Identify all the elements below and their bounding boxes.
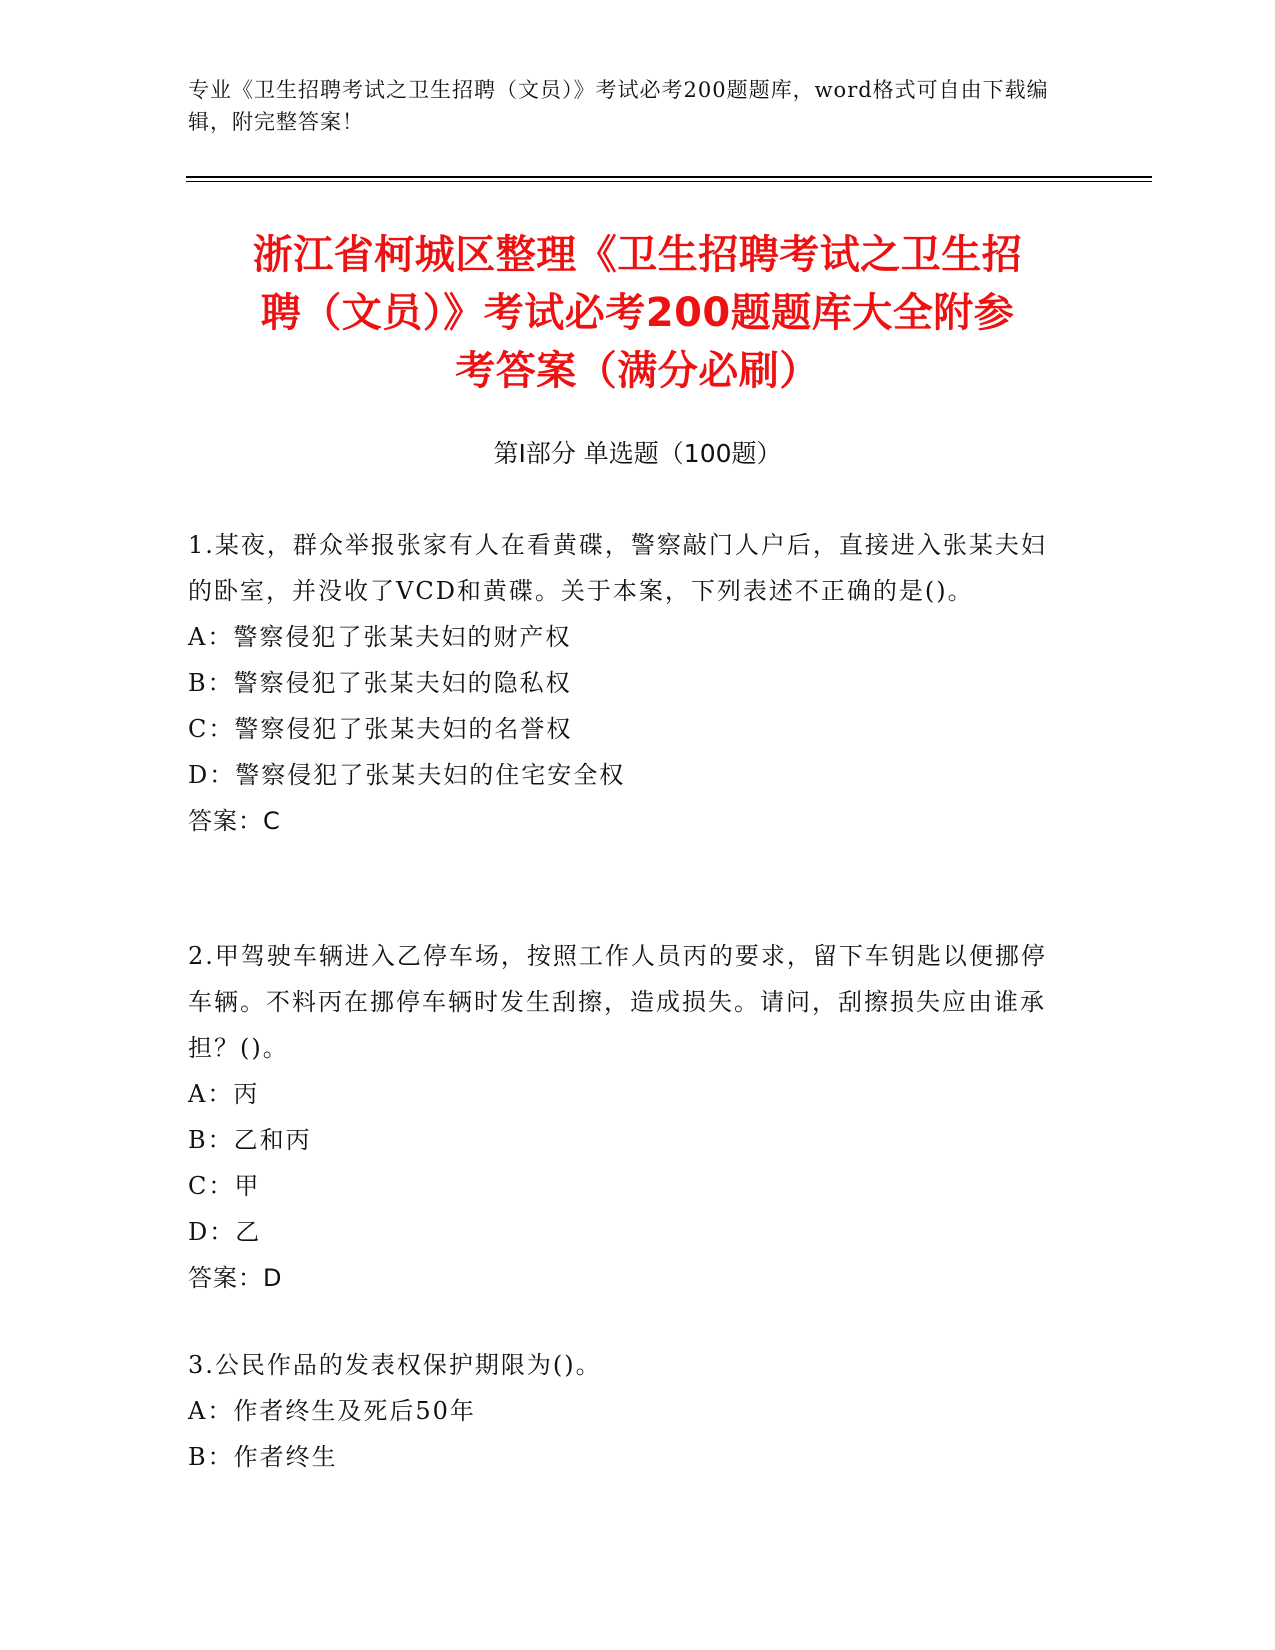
title-line-2: 聘（文员）》考试必考200题题库大全附参 xyxy=(260,290,1015,336)
option-a: A：警察侵犯了张某夫妇的财产权 xyxy=(188,623,572,651)
option-d: D：警察侵犯了张某夫妇的住宅安全权 xyxy=(188,761,626,789)
answer: 答案：D xyxy=(188,1264,283,1292)
header-note: 专业《卫生招聘考试之卫生招聘（文员）》考试必考200题题库，word格式可自由下载编辑，附完整答案！ xyxy=(188,78,1049,134)
question-2 xyxy=(188,933,1068,1301)
question-stem: 3.公民作品的发表权保护期限为()。 xyxy=(188,1351,602,1379)
option-b: B：警察侵犯了张某夫妇的隐私权 xyxy=(188,669,572,697)
option-d: D：乙 xyxy=(188,1218,262,1246)
question-stem: 2.甲驾驶车辆进入乙停车场，按照工作人员丙的要求，留下车钥匙以便挪停车辆。不料丙在挪停车辆时发生刮擦，造成损失。请问，刮擦损失应由谁承担？()。 xyxy=(188,942,1047,1062)
option-b: B：作者终生 xyxy=(188,1443,338,1471)
title-line-3: 考答案（满分必刷） xyxy=(455,348,820,394)
answer: 答案：C xyxy=(188,807,281,835)
question-3 xyxy=(188,1342,1068,1480)
header-divider-thick xyxy=(186,176,1152,178)
option-b: B：乙和丙 xyxy=(188,1126,312,1154)
section-heading: 第I部分 单选题（100题） xyxy=(493,439,782,468)
header-divider-thin xyxy=(186,181,1152,182)
document-title xyxy=(170,226,1105,400)
question-1 xyxy=(188,522,1068,844)
option-c: C：警察侵犯了张某夫妇的名誉权 xyxy=(188,715,573,743)
question-stem: 1.某夜，群众举报张家有人在看黄碟，警察敲门人户后，直接进入张某夫妇的卧室，并没收了VCD和黄碟。关于本案，下列表述不正确的是()。 xyxy=(188,531,1047,605)
option-a: A：作者终生及死后50年 xyxy=(188,1397,476,1425)
option-a: A：丙 xyxy=(188,1080,260,1108)
title-line-1: 浙江省柯城区整理《卫生招聘考试之卫生招 xyxy=(252,232,1023,278)
option-c: C：甲 xyxy=(188,1172,261,1200)
